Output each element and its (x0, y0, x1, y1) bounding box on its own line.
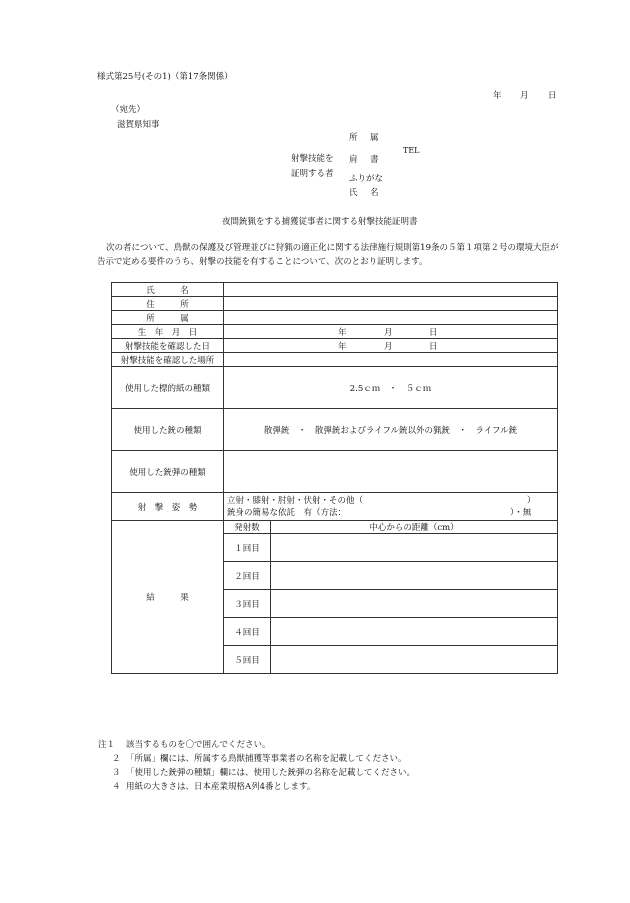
confirm-date-month: 月 (384, 342, 393, 352)
confirm-place-row (112, 353, 558, 367)
note-item: 用紙の大きさは、日本産業規格A列4番とします。 (126, 782, 316, 792)
confirm-place-label: 射撃技能を確認した場所 (112, 353, 224, 367)
gun-label: 使用した銃の種類 (112, 409, 224, 451)
name-label: 氏 名 (112, 283, 224, 297)
target-options[interactable]: 2.5ｃｍ ・ ５ｃｍ (224, 367, 558, 409)
ammo-row (112, 451, 558, 493)
results-label: 結 果 (112, 521, 224, 674)
certifier-tel-label: TEL (403, 146, 420, 155)
note-item: 該当するものを〇で囲んでください。 (126, 740, 271, 750)
shot-distance-field[interactable] (271, 618, 558, 646)
target-row (112, 367, 558, 409)
shot-distance-field[interactable] (271, 590, 558, 618)
address-row (112, 297, 558, 311)
confirm-place-field[interactable] (224, 353, 558, 367)
certifier-title-label: 肩 書 (349, 155, 381, 165)
date-year-label: 年 (493, 91, 502, 101)
confirm-date-field[interactable] (224, 339, 558, 353)
posture-line-1-close: ） (527, 496, 536, 506)
birthdate-row (112, 325, 558, 339)
birthdate-field[interactable] (224, 325, 558, 339)
shot-label: ３回目 (224, 590, 271, 618)
name-field[interactable] (224, 283, 558, 297)
ammo-label: 使用した銃弾の種類 (112, 451, 224, 493)
target-label: 使用した標的紙の種類 (112, 367, 224, 409)
birthdate-day: 日 (429, 328, 438, 338)
posture-line-2-close: ）・無 (510, 508, 532, 518)
certifier-furigana-label: ふりがな (349, 174, 384, 184)
certifier-group-label-2: 証明する者 (291, 169, 334, 179)
certifier-group-label-1: 射撃技能を (291, 154, 334, 164)
note-number: ２ (112, 754, 121, 764)
name-row (112, 283, 558, 297)
document-title: 夜間銃猟をする捕獲従事者に関する射撃技能証明書 (222, 217, 418, 227)
note-number: ４ (112, 782, 121, 792)
confirm-date-row (112, 339, 558, 353)
intro-text: 次の者について、鳥獣の保護及び管理並びに狩猟の適正化に関する法律施行規則第19条の５第１項第２号の環境大臣が告示で定める要件のうち、射撃の技能を有することについて、次のとおり証明します。 (97, 243, 559, 267)
date-month-label: 月 (520, 91, 529, 101)
distance-header: 中心からの距離（cm） (271, 521, 558, 534)
note-item: 「所属」欄には、所属する鳥獣捕獲等事業者の名称を記載してください。 (126, 754, 407, 764)
affiliation-field[interactable] (224, 311, 558, 325)
address-field[interactable] (224, 297, 558, 311)
confirm-date-label: 射撃技能を確認した日 (112, 339, 224, 353)
posture-label: 射 撃 姿 勢 (112, 493, 224, 521)
shot-distance-field[interactable] (271, 534, 558, 562)
gun-row (112, 409, 558, 451)
posture-line-2-text: 銃身の簡易な依託 有（方法： (227, 508, 347, 518)
certificate-table (111, 282, 558, 674)
date-day-label: 日 (548, 91, 557, 101)
confirm-date-day: 日 (429, 342, 438, 352)
ammo-field[interactable] (224, 451, 558, 493)
certifier-affiliation-label: 所 属 (349, 133, 381, 143)
shot-distance-field[interactable] (271, 562, 558, 590)
shot-label: ５回目 (224, 646, 271, 674)
posture-line-2 (227, 507, 554, 519)
addressee: 滋賀県知事 (117, 120, 160, 130)
address-label: 住 所 (112, 297, 224, 311)
posture-line-1-text: 立射・膝射・肘射・伏射・その他（ (227, 496, 364, 506)
posture-line-1 (227, 495, 554, 507)
birthdate-month: 月 (384, 328, 393, 338)
birthdate-label: 生 年 月 日 (112, 325, 224, 339)
certifier-name-label: 氏 名 (349, 188, 381, 198)
shot-label: １回目 (224, 534, 271, 562)
shot-distance-field[interactable] (271, 646, 558, 674)
addressee-label: （宛先） (111, 105, 146, 115)
gun-options[interactable]: 散弾銃 ・ 散弾銃およびライフル銃以外の猟銃 ・ ライフル銃 (224, 409, 558, 451)
results-header-row (112, 521, 558, 534)
birthdate-year: 年 (338, 328, 347, 338)
confirm-date-year: 年 (338, 342, 347, 352)
note-number: ３ (112, 768, 121, 778)
shot-label: ４回目 (224, 618, 271, 646)
affiliation-label: 所 属 (112, 311, 224, 325)
form-number: 様式第25号(その1)（第17条関係） (97, 72, 233, 82)
posture-row (112, 493, 558, 521)
posture-options[interactable] (224, 493, 558, 521)
notes-prefix: 注１ (98, 740, 116, 750)
shot-label: ２回目 (224, 562, 271, 590)
note-item: 「使用した銃弾の種類」欄には、使用した銃弾の名称を記載してください。 (126, 768, 416, 778)
shots-header: 発射数 (224, 521, 271, 534)
affiliation-row (112, 311, 558, 325)
